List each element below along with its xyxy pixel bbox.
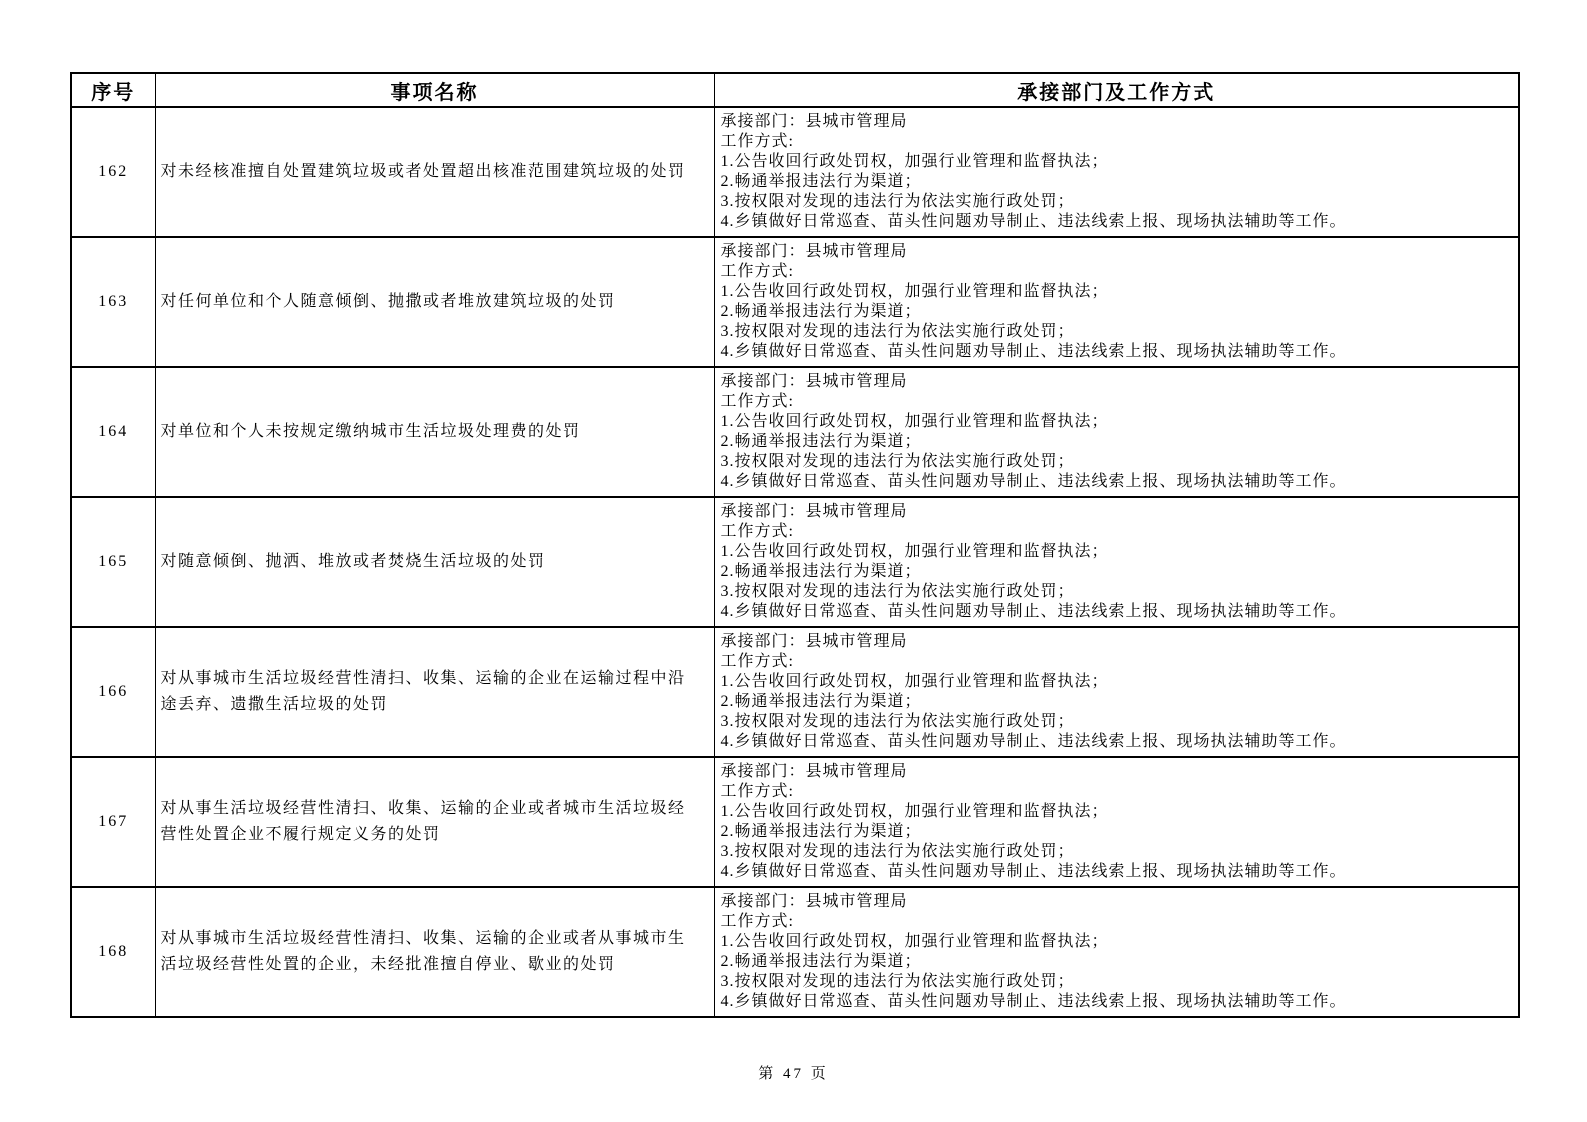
row-serial-number: 164 <box>71 367 155 497</box>
detail-line: 3.按权限对发现的违法行为依法实施行政处罚； <box>720 453 1075 470</box>
row-item-name: 对从事城市生活垃圾经营性清扫、收集、运输的企业在运输过程中沿途丢弃、遗撒生活垃圾的处罚 <box>155 627 714 757</box>
detail-line: 1.公告收回行政处罚权，加强行业管理和监督执法； <box>720 153 1109 170</box>
detail-line: 工作方式: <box>720 263 794 280</box>
row-item-name: 对从事城市生活垃圾经营性清扫、收集、运输的企业或者从事城市生活垃圾经营性处置的企业，未经批准擅自停业、歇业的处罚 <box>155 887 714 1017</box>
table-row <box>71 237 1519 367</box>
row-item-name: 对单位和个人未按规定缴纳城市生活垃圾处理费的处罚 <box>155 367 714 497</box>
column-header-department-and-method: 承接部门及工作方式 <box>714 73 1519 107</box>
table-row <box>71 107 1519 237</box>
row-department-and-method <box>714 497 1519 627</box>
detail-line: 2.畅通举报违法行为渠道； <box>720 953 922 970</box>
detail-line: 4.乡镇做好日常巡查、苗头性问题劝导制止、违法线索上报、现场执法辅助等工作。 <box>720 733 1347 750</box>
detail-line: 工作方式: <box>720 133 794 150</box>
detail-line: 1.公告收回行政处罚权，加强行业管理和监督执法； <box>720 543 1109 560</box>
row-item-name: 对任何单位和个人随意倾倒、抛撒或者堆放建筑垃圾的处罚 <box>155 237 714 367</box>
detail-line: 承接部门：县城市管理局 <box>720 893 908 910</box>
items-table <box>70 72 1520 1018</box>
detail-line: 承接部门：县城市管理局 <box>720 373 908 390</box>
detail-line: 2.畅通举报违法行为渠道； <box>720 433 922 450</box>
detail-line: 4.乡镇做好日常巡查、苗头性问题劝导制止、违法线索上报、现场执法辅助等工作。 <box>720 863 1347 880</box>
detail-line: 3.按权限对发现的违法行为依法实施行政处罚； <box>720 843 1075 860</box>
table-row <box>71 887 1519 1017</box>
detail-line: 3.按权限对发现的违法行为依法实施行政处罚； <box>720 713 1075 730</box>
detail-line: 工作方式: <box>720 653 794 670</box>
row-serial-number: 166 <box>71 627 155 757</box>
row-item-name: 对未经核准擅自处置建筑垃圾或者处置超出核准范围建筑垃圾的处罚 <box>155 107 714 237</box>
detail-line: 1.公告收回行政处罚权，加强行业管理和监督执法； <box>720 413 1109 430</box>
detail-line: 3.按权限对发现的违法行为依法实施行政处罚； <box>720 583 1075 600</box>
table-row <box>71 757 1519 887</box>
row-item-name: 对从事生活垃圾经营性清扫、收集、运输的企业或者城市生活垃圾经营性处置企业不履行规定义务的处罚 <box>155 757 714 887</box>
table-row <box>71 627 1519 757</box>
detail-line: 1.公告收回行政处罚权，加强行业管理和监督执法； <box>720 283 1109 300</box>
row-serial-number: 167 <box>71 757 155 887</box>
row-department-and-method <box>714 237 1519 367</box>
detail-line: 2.畅通举报违法行为渠道； <box>720 303 922 320</box>
detail-line: 2.畅通举报违法行为渠道； <box>720 563 922 580</box>
row-department-and-method <box>714 757 1519 887</box>
detail-line: 1.公告收回行政处罚权，加强行业管理和监督执法； <box>720 933 1109 950</box>
detail-line: 2.畅通举报违法行为渠道； <box>720 823 922 840</box>
detail-line: 工作方式: <box>720 523 794 540</box>
detail-line: 承接部门：县城市管理局 <box>720 633 908 650</box>
detail-line: 4.乡镇做好日常巡查、苗头性问题劝导制止、违法线索上报、现场执法辅助等工作。 <box>720 473 1347 490</box>
table-row <box>71 497 1519 627</box>
detail-line: 工作方式: <box>720 783 794 800</box>
column-header-item-name: 事项名称 <box>155 73 714 107</box>
page-number-footer: 第 47 页 <box>758 1066 829 1082</box>
row-department-and-method <box>714 367 1519 497</box>
row-department-and-method <box>714 627 1519 757</box>
row-serial-number: 168 <box>71 887 155 1017</box>
column-header-serial-number: 序号 <box>71 73 155 107</box>
table-row <box>71 367 1519 497</box>
detail-line: 2.畅通举报违法行为渠道； <box>720 693 922 710</box>
detail-line: 3.按权限对发现的违法行为依法实施行政处罚； <box>720 193 1075 210</box>
detail-line: 承接部门：县城市管理局 <box>720 503 908 520</box>
detail-line: 4.乡镇做好日常巡查、苗头性问题劝导制止、违法线索上报、现场执法辅助等工作。 <box>720 343 1347 360</box>
detail-line: 2.畅通举报违法行为渠道； <box>720 173 922 190</box>
detail-line: 1.公告收回行政处罚权，加强行业管理和监督执法； <box>720 673 1109 690</box>
detail-line: 工作方式: <box>720 393 794 410</box>
row-department-and-method <box>714 107 1519 237</box>
detail-line: 工作方式: <box>720 913 794 930</box>
row-department-and-method <box>714 887 1519 1017</box>
detail-line: 4.乡镇做好日常巡查、苗头性问题劝导制止、违法线索上报、现场执法辅助等工作。 <box>720 603 1347 620</box>
detail-line: 4.乡镇做好日常巡查、苗头性问题劝导制止、违法线索上报、现场执法辅助等工作。 <box>720 993 1347 1010</box>
detail-line: 1.公告收回行政处罚权，加强行业管理和监督执法； <box>720 803 1109 820</box>
detail-line: 4.乡镇做好日常巡查、苗头性问题劝导制止、违法线索上报、现场执法辅助等工作。 <box>720 213 1347 230</box>
row-item-name: 对随意倾倒、抛洒、堆放或者焚烧生活垃圾的处罚 <box>155 497 714 627</box>
detail-line: 承接部门：县城市管理局 <box>720 763 908 780</box>
detail-line: 承接部门：县城市管理局 <box>720 243 908 260</box>
table-header-row <box>71 73 1519 107</box>
detail-line: 3.按权限对发现的违法行为依法实施行政处罚； <box>720 323 1075 340</box>
detail-line: 3.按权限对发现的违法行为依法实施行政处罚； <box>720 973 1075 990</box>
row-serial-number: 165 <box>71 497 155 627</box>
row-serial-number: 163 <box>71 237 155 367</box>
row-serial-number: 162 <box>71 107 155 237</box>
detail-line: 承接部门：县城市管理局 <box>720 113 908 130</box>
